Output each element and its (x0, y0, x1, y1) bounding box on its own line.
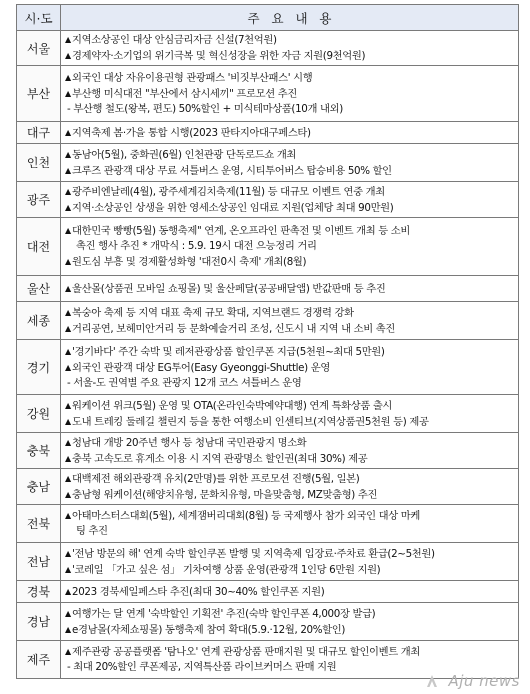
table-row (17, 31, 519, 66)
bullet-icon: ▲ (65, 453, 71, 463)
table-row (17, 144, 519, 182)
line-text: 팅 추진 (76, 525, 108, 537)
region-cell: 경북 (17, 581, 61, 603)
content-cell (61, 144, 519, 182)
region-cell: 경남 (17, 603, 61, 641)
bullet-icon: ▲ (65, 489, 71, 499)
line-text: 부산행 미식대전 "부산에서 삼시세끼" 프로모션 추진 (72, 88, 297, 100)
line-text: 외국인 대상 자유이용권형 관광패스 '비짓부산패스' 시행 (72, 72, 313, 84)
bullet-line (65, 32, 515, 48)
line-text: 경제약자·소기업의 위기극복 및 혁신성장을 위한 자금 지원(9천억원) (72, 50, 366, 62)
bullet-icon: ▲ (65, 624, 71, 634)
region-cell: 제주 (17, 641, 61, 679)
table-row (17, 433, 519, 469)
bullet-icon: ▲ (65, 127, 71, 137)
bullet-icon: ▲ (65, 257, 71, 266)
line-text: 아태마스터스대회(5월), 세계잼버리대회(8월) 등 국제행사 참가 외국인 대상 마케 (72, 510, 420, 522)
region-cell: 광주 (17, 182, 61, 218)
line-text: - 부산행 철도(왕복, 편도) 50%할인 + 미식테마상품(10개 내외) (67, 103, 343, 115)
bullet-icon: ▲ (65, 647, 71, 656)
bullet-icon: ▲ (65, 202, 71, 212)
content-cell (61, 433, 519, 469)
line-text: 충남형 워케이션(해양치유형, 문화치유형, 마을맞춤형, MZ맞춤형) 추진 (72, 488, 378, 501)
region-cell: 세종 (17, 302, 61, 340)
content-cell (61, 469, 519, 505)
table-row (17, 218, 519, 276)
header-content: 주요내용 (61, 5, 519, 31)
region-cell: 부산 (17, 66, 61, 122)
bullet-line (65, 200, 515, 216)
line-text: '전남 방문의 해' 연계 숙박 할인쿠폰 발행 및 지역축제 입장료·주차료 환급(2~5천원) (72, 547, 435, 560)
bullet-line (65, 451, 515, 467)
table-row (17, 603, 519, 641)
bullet-line (65, 48, 515, 64)
bullet-line (65, 163, 515, 179)
bullet-icon: ▲ (65, 165, 71, 175)
bullet-line (65, 184, 515, 200)
line-text: 충북 고속도로 휴게소 이용 시 지역 관광명소 할인권(최대 30%) 제공 (72, 452, 368, 465)
line-text: 대한민국 빵빵(5월) 동행축제" 연계, 온오프라인 판촉전 및 이벤트 개최 등 소비 (72, 225, 410, 237)
line-text: '경기바다' 주간 숙박 및 레저관광상품 할인쿠폰 지급(5천원~최대 5만원) (72, 345, 385, 358)
bullet-icon: ▲ (65, 307, 71, 317)
line-text: 도내 트레킹 둘레길 챌린지 등을 통한 여행소비 인센티브(지역상품권5천원 등) 제공 (72, 415, 429, 428)
bullet-line (65, 487, 515, 503)
bullet-icon: ▲ (65, 186, 71, 196)
content-cell (61, 340, 519, 395)
bullet-icon: ▲ (65, 437, 71, 447)
bullet-icon: ▲ (65, 511, 71, 520)
line-text: 워케이션 위크(5월) 운영 및 OTA(온라인숙박예약대행) 연계 특화상품 출시 (72, 399, 393, 412)
region-cell: 충북 (17, 433, 61, 469)
bullet-line (65, 360, 515, 376)
bullet-icon: ▲ (65, 416, 71, 426)
table-row (17, 505, 519, 543)
line-text: 광주비엔날레(4월), 광주세계김치축제(11월) 등 대규모 이벤트 연중 개최 (72, 185, 385, 198)
sub-line (65, 524, 515, 539)
region-cell: 인천 (17, 144, 61, 182)
content-cell (61, 505, 519, 543)
line-text: 제주관광 공공플랫폼 '탐나오' 연계 관광상품 판매지원 및 대규모 할인이벤트 개최 (72, 646, 420, 658)
bullet-line (65, 435, 515, 451)
bullet-icon: ▲ (65, 346, 71, 356)
bullet-line (65, 622, 515, 638)
line-text: - 서울-도 권역별 주요 관광지 12개 코스 셔틀버스 운영 (67, 376, 302, 389)
bullet-icon: ▲ (65, 586, 71, 596)
bullet-icon: ▲ (65, 323, 71, 333)
table-row (17, 340, 519, 395)
region-cell: 강원 (17, 395, 61, 433)
line-text: 원도심 부흥 및 경제활성화형 '대전0시 축제' 개최(8월) (72, 256, 307, 268)
bullet-icon: ▲ (65, 149, 71, 159)
table-row (17, 276, 519, 302)
bullet-line (65, 321, 515, 337)
bullet-line (65, 584, 515, 600)
region-policy-table (16, 4, 519, 679)
region-cell: 경기 (17, 340, 61, 395)
content-cell (61, 66, 519, 122)
bullet-icon: ▲ (65, 283, 71, 293)
content-cell (61, 395, 519, 433)
bullet-icon: ▲ (65, 35, 71, 44)
bullet-line (65, 546, 515, 562)
table-header-row (17, 5, 519, 31)
content-cell (61, 122, 519, 144)
content-cell (61, 218, 519, 276)
table-row (17, 581, 519, 603)
bullet-icon: ▲ (65, 51, 71, 60)
content-cell (61, 543, 519, 581)
bullet-icon: ▲ (65, 473, 71, 483)
line-text: 2023 경북세일페스타 추진(최대 30~40% 할인쿠폰 지원) (72, 585, 325, 598)
header-region: 시·도 (17, 5, 61, 31)
table-row (17, 469, 519, 505)
bullet-line (65, 223, 515, 239)
line-text: 대백제전 해외관광객 유치(2만명)를 위한 프로모션 진행(5월, 일본) (72, 472, 360, 485)
watermark: Aju news (448, 672, 520, 690)
content-cell (61, 182, 519, 218)
line-text: 거리공연, 보헤미안거리 등 문화예술거리 조성, 신도시 내 지역 내 소비 촉진 (72, 322, 395, 335)
content-cell (61, 603, 519, 641)
content-cell (61, 581, 519, 603)
table-row (17, 641, 519, 679)
bullet-icon: ▲ (65, 89, 71, 98)
region-cell: 대전 (17, 218, 61, 276)
table-row (17, 543, 519, 581)
bullet-icon: ▲ (65, 362, 71, 372)
region-cell: 울산 (17, 276, 61, 302)
bullet-icon: ▲ (65, 400, 71, 410)
bullet-line (65, 414, 515, 430)
bullet-line (65, 508, 515, 524)
region-cell: 전남 (17, 543, 61, 581)
line-text: 외국인 관광객 대상 EG투어(Easy Gyeonggi-Shuttle) 운영 (72, 361, 330, 374)
line-text: 여행가는 달 연계 '숙박할인 기획전' 추진(숙박 할인쿠폰 4,000장 발급) (72, 607, 376, 620)
line-text: 울산몰(상품권 모바일 쇼핑몰) 및 울산페달(공공배달앱) 반값판매 등 추진 (72, 282, 386, 295)
bullet-icon: ▲ (65, 608, 71, 618)
bullet-line (65, 305, 515, 321)
bullet-icon: ▲ (65, 226, 71, 235)
line-text: 크루즈 관광객 대상 무료 셔틀버스 운영, 시티투어버스 탑승비용 50% 할인 (72, 164, 392, 177)
table-row (17, 66, 519, 122)
content-cell (61, 276, 519, 302)
table-row (17, 302, 519, 340)
table-row (17, 122, 519, 144)
line-text: 지역·소상공인 상생을 위한 영세소상공인 임대료 지원(업체당 최대 90만원) (72, 201, 394, 214)
bullet-line (65, 471, 515, 487)
region-cell: 전북 (17, 505, 61, 543)
bullet-line (65, 281, 515, 297)
bullet-line (65, 606, 515, 622)
bullet-line (65, 125, 515, 141)
watermark-logo-icon (426, 674, 438, 688)
line-text: 지역소상공인 대상 안심금리자금 신설(7천억원) (72, 34, 277, 46)
sub-line (65, 102, 515, 117)
table-body (17, 31, 519, 679)
content-cell (61, 302, 519, 340)
region-cell: 대구 (17, 122, 61, 144)
sub-line (65, 376, 515, 391)
table-row (17, 395, 519, 433)
line-text: 복숭아 축제 등 지역 대표 축제 규모 확대, 지역브랜드 경쟁력 강화 (72, 306, 354, 319)
region-policy-table-wrapper (16, 4, 518, 679)
bullet-line (65, 147, 515, 163)
bullet-icon: ▲ (65, 548, 71, 558)
line-text: 지역축제 봄·가을 통합 시행(2023 판타지아대구페스타) (72, 126, 311, 139)
bullet-icon: ▲ (65, 73, 71, 82)
bullet-icon: ▲ (65, 564, 71, 574)
bullet-line (65, 644, 515, 660)
bullet-line (65, 398, 515, 414)
line-text: e경남몰(자체쇼핑몰) 동행축제 참여 확대(5.9.·12월, 20%할인) (72, 623, 346, 636)
content-cell (61, 31, 519, 66)
line-text: 동남아(5월), 중화권(6월) 인천관광 단독로드쇼 개최 (72, 148, 297, 161)
line-text: 촉진 행사 추진 * 개막식 : 5.9. 19시 대전 으능정리 거리 (76, 240, 317, 252)
bullet-line (65, 562, 515, 578)
line-text: - 최대 20%할인 쿠폰제공, 지역특산품 라이브커머스 판매 지원 (67, 661, 337, 673)
region-cell: 충남 (17, 469, 61, 505)
line-text: '코레일 「가고 싶은 섬」 기차여행 상품 운영(관광객 1인당 6만원 지원) (72, 563, 381, 576)
bullet-line (65, 344, 515, 360)
bullet-line (65, 86, 515, 102)
table-row (17, 182, 519, 218)
bullet-line (65, 70, 515, 86)
bullet-line (65, 254, 515, 270)
sub-line (65, 239, 515, 254)
line-text: 청남대 개방 20주년 행사 등 청남대 국민관광지 명소화 (72, 436, 307, 449)
region-cell: 서울 (17, 31, 61, 66)
